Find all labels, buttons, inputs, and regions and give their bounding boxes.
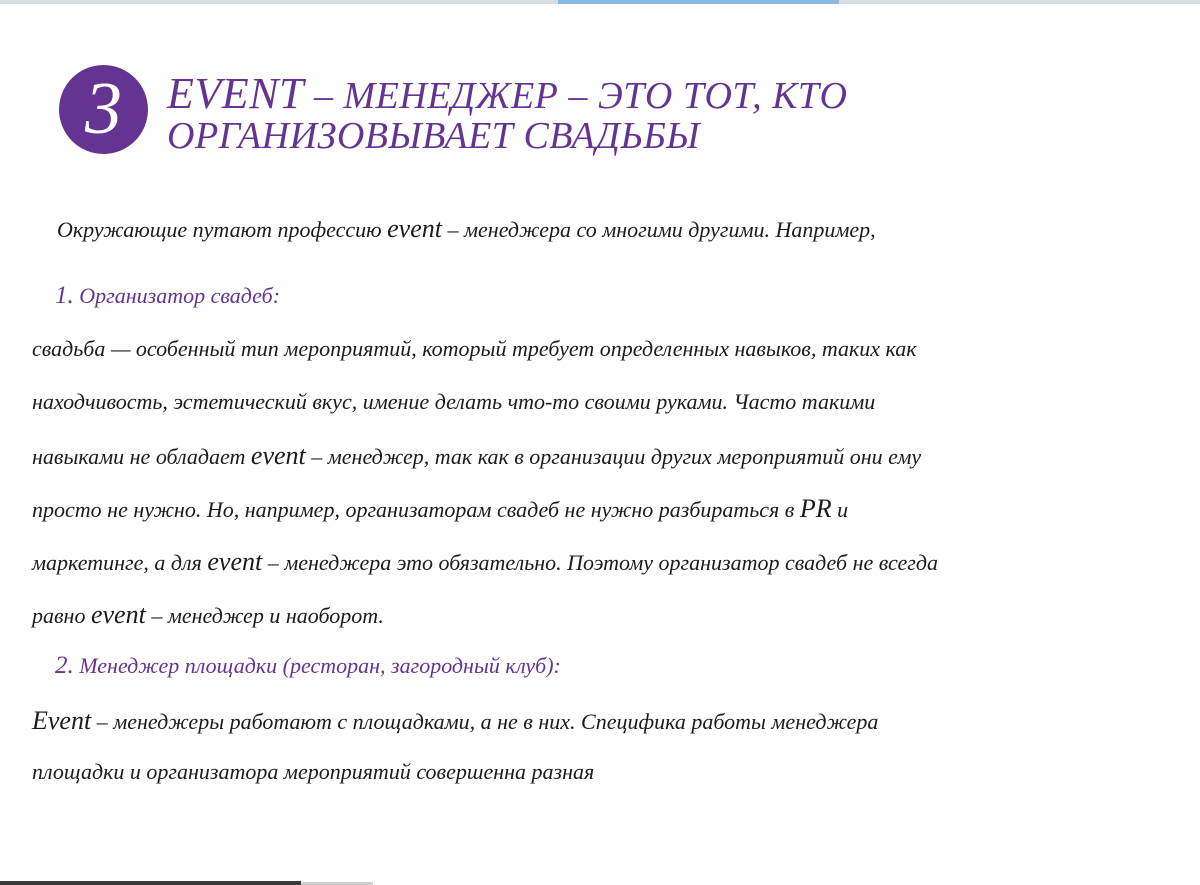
item2-heading [55,652,561,680]
item1-heading [55,282,280,310]
reading-progress-bar [0,881,301,885]
item1-line-3 [32,441,921,471]
line-text: равно [32,603,91,628]
latin-word: event [207,547,263,576]
latin-word: Event [32,706,92,735]
item1-title: Организатор свадеб: [73,283,281,308]
line-text: и [831,497,849,522]
line-text: площадки и организатора мероприятий совершенна разная [32,759,595,784]
line-text: просто не нужно. Но, например, организаторам свадеб не нужно разбираться в [32,497,800,522]
intro-latin-word: event [387,214,442,243]
latin-word: PR [799,494,832,523]
item2-line-2 [32,759,594,785]
item2-line-1 [32,706,878,736]
latin-word: event [90,600,146,629]
section-title-line2: ОРГАНИЗОВЫВАЕТ СВАДЬБЫ [167,115,700,157]
section-number-badge: 3 [59,65,148,154]
item2-title: Менеджер площадки (ресторан, загородный клуб): [73,653,561,678]
intro-text-start: Окружающие путают профессию [57,217,388,242]
item1-line-2 [32,389,875,415]
latin-word: event [250,441,306,470]
line-text: – менеджер, так как в организации других мероприятий они ему [305,444,922,469]
line-text: маркетинге, а для [32,550,208,575]
line-text: находчивость, эстетический вкус, имение делать что-то своими руками. Часто такими [32,389,876,414]
item1-line-1 [32,336,917,362]
top-scroll-indicator[interactable] [558,0,839,4]
line-text: – менеджеры работают с площадками, а не в них. Специфика работы менеджера [91,709,879,734]
item1-line-4 [32,494,848,524]
line-text: – менеджер и наоборот. [145,603,384,628]
line-text: навыками не обладает [32,444,251,469]
line-text: свадьба — особенный тип мероприятий, который требует определенных навыков, таких как [32,336,917,361]
section-title [167,69,1167,157]
item1-line-5 [32,547,938,577]
item1-line-6 [32,600,384,630]
line-text: – менеджера это обязательно. Поэтому организатор свадеб не всегда [262,550,938,575]
intro-paragraph [57,214,876,244]
section-title-line1: – МЕНЕДЖЕР – ЭТО ТОТ, КТО [303,75,848,117]
item2-number: 2. [55,652,74,679]
intro-text-end: – менеджера со многими другими. Например, [441,217,876,242]
item1-number: 1. [55,282,74,309]
section-title-lead: EVENT [167,69,304,118]
